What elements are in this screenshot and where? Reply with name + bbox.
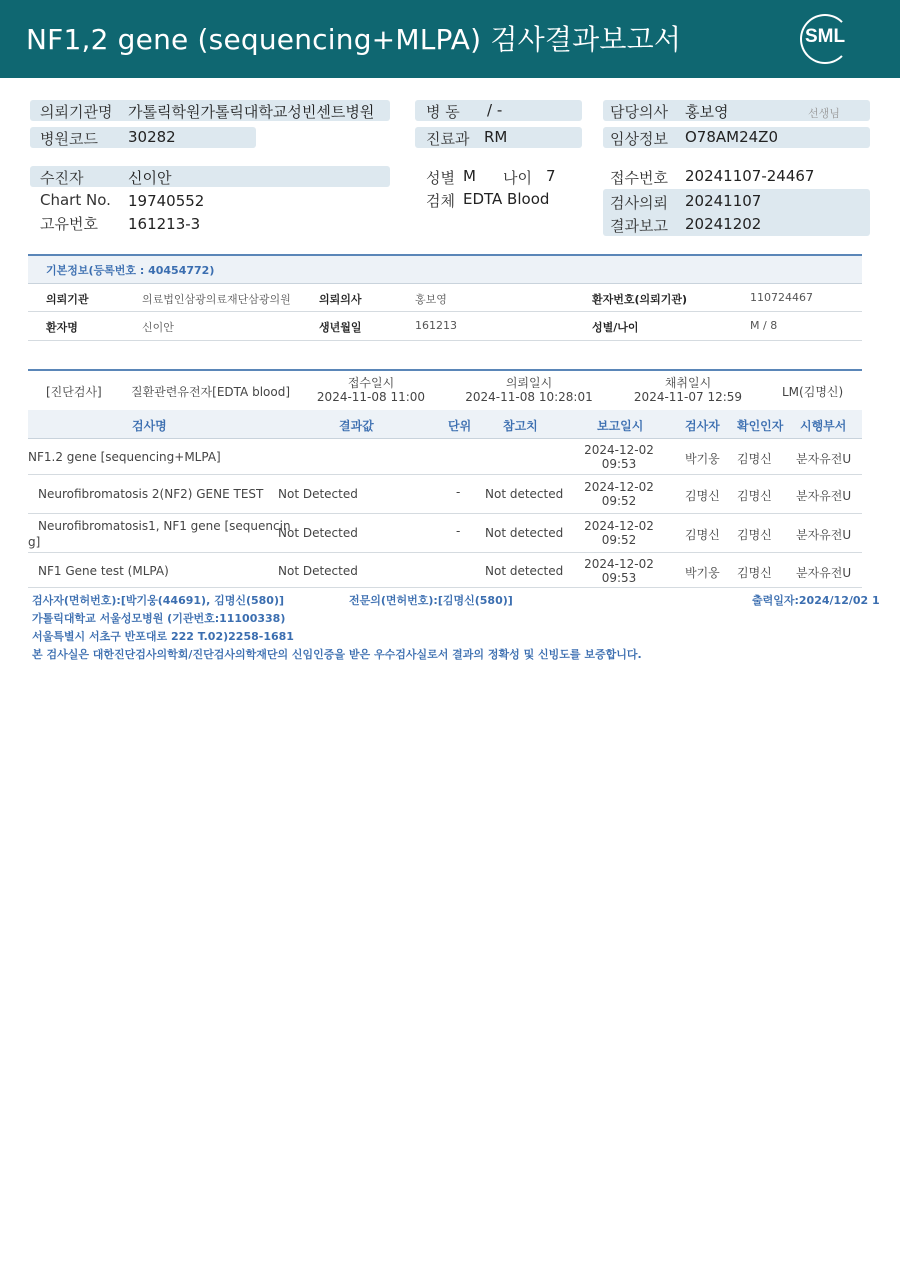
received-label: 접수일시	[347, 376, 395, 390]
col-report-date-header: 보고일시	[597, 419, 644, 433]
clinical-info-value: O78AM24Z0	[685, 128, 779, 146]
row0-report-time	[583, 443, 655, 471]
basic-info-bar	[28, 256, 862, 284]
bi-patient-name-label: 환자명	[46, 321, 78, 334]
logo-text: SML	[804, 26, 846, 47]
result-report-value: 20241202	[685, 215, 762, 233]
row2-date: 2024-12-02	[584, 519, 654, 533]
row3-report-time	[583, 557, 655, 585]
basic-info-bottom-line	[28, 340, 862, 341]
hospital-code-value: 30282	[128, 128, 176, 146]
row0-tester: 박기웅	[685, 452, 720, 466]
patient-label: 수진자	[40, 169, 84, 187]
unique-no-label: 고유번호	[40, 215, 98, 233]
row2-confirmer: 김명신	[737, 528, 772, 542]
row1-dept: 분자유전U	[796, 489, 852, 503]
ward-value: / -	[487, 101, 503, 119]
ward-label: 병 동	[426, 103, 460, 121]
row1-name: Neurofibromatosis 2(NF2) GENE TEST	[38, 487, 264, 501]
received-block	[305, 376, 437, 404]
requested-label: 의뢰일시	[505, 376, 553, 390]
row1-tester: 김명신	[685, 489, 720, 503]
row2-report-time	[583, 519, 655, 547]
chart-no-label: Chart No.	[40, 191, 111, 209]
institution-value: 가톨릭학원가톨릭대학교성빈센트병원	[128, 103, 375, 121]
basic-info-divider	[28, 311, 862, 312]
row2-time: 09:52	[601, 533, 637, 547]
test-request-value: 20241107	[685, 192, 762, 210]
bi-birth-value: 161213	[415, 319, 457, 332]
requested-value: 2024-11-08 10:28:01	[465, 390, 593, 404]
col-unit-header: 단위	[448, 419, 472, 433]
row0-divider	[28, 474, 862, 475]
row2-tester: 김명신	[685, 528, 720, 542]
patient-box	[30, 166, 390, 187]
bi-doctor-value: 홍보영	[415, 293, 447, 306]
row2-name-cont: g]	[28, 535, 41, 549]
row1-result: Not Detected	[278, 487, 358, 501]
row2-divider	[28, 552, 862, 553]
chart-no-value: 19740552	[128, 192, 205, 210]
row3-reference: Not detected	[485, 564, 564, 578]
clinical-info-label: 임상정보	[610, 130, 668, 148]
row3-time: 09:53	[601, 571, 637, 585]
result-report-label: 결과보고	[610, 217, 668, 235]
col-confirmer-header: 확인인자	[737, 419, 784, 433]
test-type: 질환관련유전자[EDTA blood]	[131, 385, 291, 399]
bi-birth-label: 생년월일	[319, 321, 362, 334]
sex-value: M	[463, 167, 476, 185]
lm-value: LM(김명신)	[782, 385, 844, 399]
sex-label: 성별	[426, 169, 455, 187]
row0-confirmer: 김명신	[737, 452, 772, 466]
row0-dept: 분자유전U	[796, 452, 852, 466]
collected-label: 채취일시	[664, 376, 712, 390]
bi-patient-no-value: 110724467	[750, 291, 813, 304]
department-label: 진료과	[426, 130, 470, 148]
bi-patient-name-value: 신이안	[142, 321, 174, 334]
footer-testers: 검사자(면허번호):[박기웅(44691), 김명신(580)]	[32, 594, 284, 607]
row3-confirmer: 김명신	[737, 566, 772, 580]
test-section-top-line	[28, 369, 862, 371]
row2-dept: 분자유전U	[796, 528, 852, 542]
bi-sex-age-label: 성별/나이	[592, 321, 639, 334]
reception-no-value: 20241107-24467	[685, 167, 815, 185]
footer-certification: 본 검사실은 대한진단검사의학회/진단검사의학재단의 신임인증을 받은 우수검사실로서 결과의 정확성 및 신빙도를 보증합니다.	[32, 648, 642, 661]
row3-result: Not Detected	[278, 564, 358, 578]
age-label: 나이	[503, 169, 532, 187]
requested-block	[462, 376, 596, 404]
specimen-value: EDTA Blood	[463, 190, 550, 208]
bi-institution-value: 의료법인삼광의료재단삼광의원	[142, 293, 291, 306]
row0-date: 2024-12-02	[584, 443, 654, 457]
test-request-label: 검사의뢰	[610, 194, 668, 212]
basic-info-title: 기본정보(등록번호 : 40454772)	[46, 264, 215, 277]
specimen-label: 검체	[426, 192, 455, 210]
row1-unit: -	[456, 485, 461, 499]
row2-reference: Not detected	[485, 526, 564, 540]
row1-reference: Not detected	[485, 487, 564, 501]
col-tester-header: 검사자	[685, 419, 720, 433]
row0-name: NF1.2 gene [sequencing+MLPA]	[28, 450, 221, 464]
received-value: 2024-11-08 11:00	[316, 390, 426, 404]
bi-patient-no-label: 환자번호(의뢰기관)	[592, 293, 688, 306]
row0-time: 09:53	[601, 457, 637, 471]
footer-specialist: 전문의(면허번호):[김명신(580)]	[349, 594, 513, 607]
institution-label: 의뢰기관명	[40, 103, 113, 121]
row3-dept: 분자유전U	[796, 566, 852, 580]
report-header	[0, 0, 900, 78]
footer-address: 서울특별시 서초구 반포대로 222 T.02)2258-1681	[32, 630, 294, 643]
row2-result: Not Detected	[278, 526, 358, 540]
col-result-header: 결과값	[339, 419, 374, 433]
row2-unit: -	[456, 524, 461, 538]
row1-divider	[28, 513, 862, 514]
collected-value: 2024-11-07 12:59	[633, 390, 743, 404]
row1-confirmer: 김명신	[737, 489, 772, 503]
row1-report-time	[583, 480, 655, 508]
hospital-code-label: 병원코드	[40, 130, 98, 148]
bi-doctor-label: 의뢰의사	[319, 293, 362, 306]
row3-date: 2024-12-02	[584, 557, 654, 571]
report-title: NF1,2 gene (sequencing+MLPA) 검사결과보고서	[26, 23, 682, 56]
doctor-suffix: 선생님	[808, 107, 840, 120]
row3-tester: 박기웅	[685, 566, 720, 580]
col-name-header: 검사명	[132, 419, 167, 433]
test-category: [진단검사]	[46, 385, 102, 399]
bi-sex-age-value: M / 8	[750, 319, 778, 332]
sml-logo	[798, 12, 852, 66]
department-value: RM	[484, 128, 508, 146]
col-reference-header: 참고치	[503, 419, 538, 433]
doctor-value: 홍보영	[685, 103, 729, 121]
collected-block	[622, 376, 754, 404]
patient-value: 신이안	[128, 169, 172, 187]
unique-no-value: 161213-3	[128, 215, 201, 233]
footer-print-date: 출력일자:2024/12/02 1	[752, 594, 880, 607]
footer-hospital: 가톨릭대학교 서울성모병원 (기관번호:11100338)	[32, 612, 286, 625]
row1-date: 2024-12-02	[584, 480, 654, 494]
col-dept-header: 시행부서	[800, 419, 847, 433]
row2-name: Neurofibromatosis1, NF1 gene [sequencin	[38, 519, 291, 533]
row3-name: NF1 Gene test (MLPA)	[38, 564, 169, 578]
row3-divider	[28, 587, 862, 588]
doctor-label: 담당의사	[610, 103, 668, 121]
bi-institution-label: 의뢰기관	[46, 293, 89, 306]
row1-time: 09:52	[601, 494, 637, 508]
reception-no-label: 접수번호	[610, 169, 668, 187]
age-value: 7	[546, 167, 556, 185]
